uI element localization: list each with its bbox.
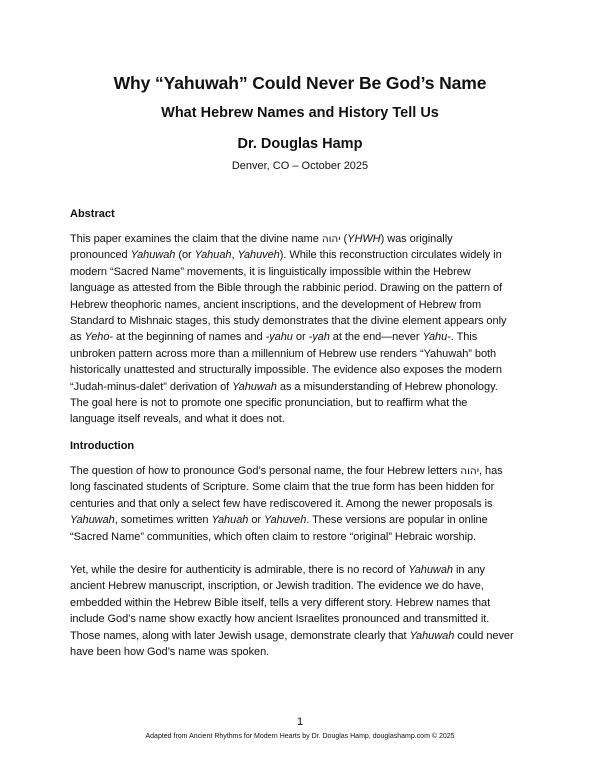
abstract-line: language as attested from the Bible through the rabbinic period. Drawing on the pattern of: [70, 282, 503, 295]
intro-line: long fascinated students of Scripture. Some claim that the true form has been hidden for: [70, 481, 495, 494]
author-name: Dr. Douglas Hamp: [237, 136, 363, 152]
intro-line: centuries and that only a select few have rediscovered it. Among the newer proposals is: [70, 497, 493, 510]
introduction-paragraph-1: [70, 463, 536, 545]
abstract-line: Standard to Mishnaic stages, this study demonstrates that the divine element appears only: [70, 315, 507, 328]
abstract-line: pronounced Yahuwah (or Yahuah, Yahuveh). While this reconstruction circulates widely in: [70, 249, 502, 262]
intro-line: Yahuwah, sometimes written Yahuah or Yahuveh. These versions are popular in online: [70, 514, 488, 527]
intro-line: Yet, while the desire for authenticity is admirable, there is no record of Yahuwah in any: [70, 564, 486, 576]
abstract-line: The goal here is not to promote one specific pronunciation, but to reaffirm what the: [70, 397, 468, 410]
intro-line: Those names, along with later Jewish usage, demonstrate clearly that Yahuwah could never: [70, 629, 514, 642]
abstract-line: Hebrew theophoric names, ancient inscriptions, and the development of Hebrew from: [70, 298, 482, 311]
hebrew-tetragrammaton: יהוה: [321, 233, 341, 245]
hebrew-tetragrammaton: יהוה: [460, 465, 480, 477]
introduction-paragraph-2: [70, 562, 536, 660]
abstract-line: This paper examines the claim that the divine name יהוה (YHWH) was originally: [70, 233, 453, 245]
introduction-heading: Introduction: [70, 440, 135, 452]
intro-line: The question of how to pronounce God’s personal name, the four Hebrew letters יהוה, has: [70, 465, 503, 477]
footer-credit: Adapted from Ancient Rhythms for Modern Hearts by Dr. Douglas Hamp, douglashamp.com © 2025: [145, 733, 455, 740]
intro-line: have been how God’s name was spoken.: [70, 646, 270, 659]
intro-line: “Sacred Name” communities, which often claim to restore “original” Hebraic worship.: [70, 530, 477, 543]
intro-line: ancient Hebrew manuscript, inscription, or Jewish tradition. The evidence we do have,: [70, 580, 484, 593]
intro-line: embedded within the Hebrew Bible itself, tells a very different story. Hebrew names that: [70, 596, 491, 609]
page-number: 1: [296, 716, 304, 728]
dateline: Denver, CO – October 2025: [231, 160, 369, 172]
abstract-line: language itself reveals, and what it does not.: [70, 413, 285, 426]
abstract-line: “Judah-minus-dalet” derivation of Yahuwah as a misunderstanding of Hebrew phonology.: [70, 380, 498, 393]
abstract-line: as Yeho- at the beginning of names and -yahu or -yah at the end—never Yahu-. This: [70, 331, 478, 344]
abstract-line: historically unattested and structurally impossible. The evidence also exposes the modern: [70, 364, 502, 377]
abstract-line: unbroken pattern across more than a millennium of Hebrew use renders “Yahuwah” both: [70, 347, 497, 360]
paper-subtitle: What Hebrew Names and History Tell Us: [161, 105, 439, 121]
paper-title: Why “Yahuwah” Could Never Be God’s Name: [113, 73, 487, 93]
abstract-line: modern “Sacred Name” movements, it is linguistically impossible within the Hebrew: [70, 265, 471, 278]
intro-line: include God’s name show exactly how ancient Israelites pronounced and transmitted it.: [70, 613, 490, 626]
abstract-body: [70, 231, 536, 428]
abstract-heading: Abstract: [70, 208, 115, 220]
